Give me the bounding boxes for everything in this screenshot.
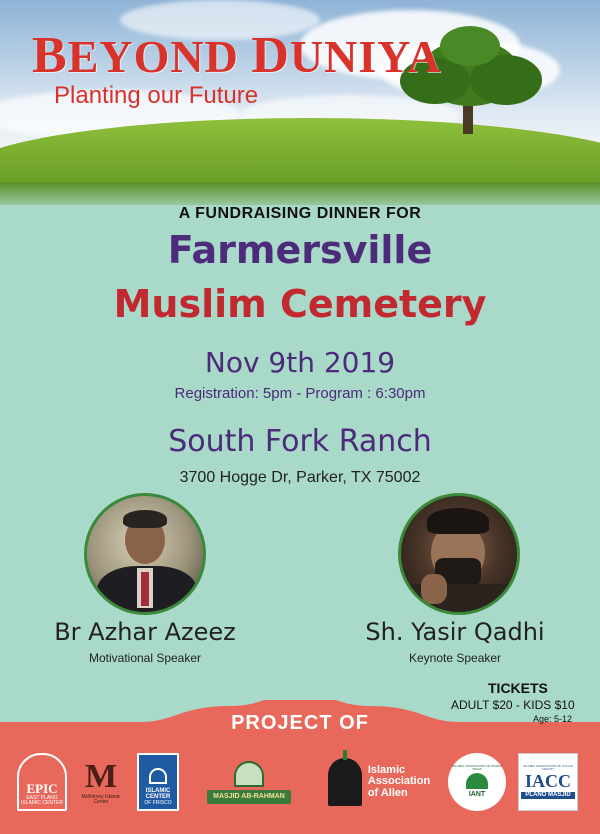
tickets-age: Age: 5-12 [533,714,573,724]
event-venue: South Fork Ranch [168,424,432,459]
plano-masjid-logo: ISLAMIC ASSOCIATION OF COLLIN COUNTY IACC PLANO MASJID [517,752,579,812]
brand-title: BEYOND DUNIYA [32,27,442,84]
masjid-ab-rahman-logo: MASJID AB-RAHMAN [204,752,294,812]
tickets-price: ADULT $20 - KIDS $10 [451,698,575,712]
iant-logo: ISLAMIC ASSOCIATION OF NORTH TEXAS IANT [447,752,507,812]
header-landscape [0,0,600,205]
event-date: Nov 9th 2019 [204,346,396,379]
brand-subtitle: Planting our Future [54,82,259,109]
event-registration: Registration: 5pm - Program : 6:30pm [174,385,426,402]
allen-logo: Islamic Association of Allen [318,752,440,812]
speaker-name-2: Sh. Yasir Qadhi [365,618,545,646]
mosque-dome-icon [328,758,362,806]
speaker-role-2: Keynote Speaker [408,651,502,665]
epic-logo: EPIC EAST PLANO ISLAMIC CENTER [16,752,68,812]
project-of-heading: PROJECT OF [231,712,369,734]
tickets-title: TICKETS [488,680,548,696]
speaker-photo-azhar-azeez [84,493,206,615]
speaker-role-1: Motivational Speaker [88,651,202,665]
event-title-line1: Farmersville [167,228,433,272]
speaker-name-1: Br Azhar Azeez [54,618,236,646]
building-icon [149,768,167,784]
mosque-icon [466,773,488,789]
speaker-photo-yasir-qadhi [398,493,520,615]
mosque-icon [234,761,264,787]
mckinney-logo: M McKinney Islamic Center [81,757,121,805]
event-lead: A FUNDRAISING DINNER FOR [178,205,422,222]
event-title-line2: Muslim Cemetery [113,282,487,326]
event-address: 3700 Hogge Dr, Parker, TX 75002 [179,469,421,486]
frisco-logo: ISLAMIC CENTER OF FRISCO [137,752,179,812]
